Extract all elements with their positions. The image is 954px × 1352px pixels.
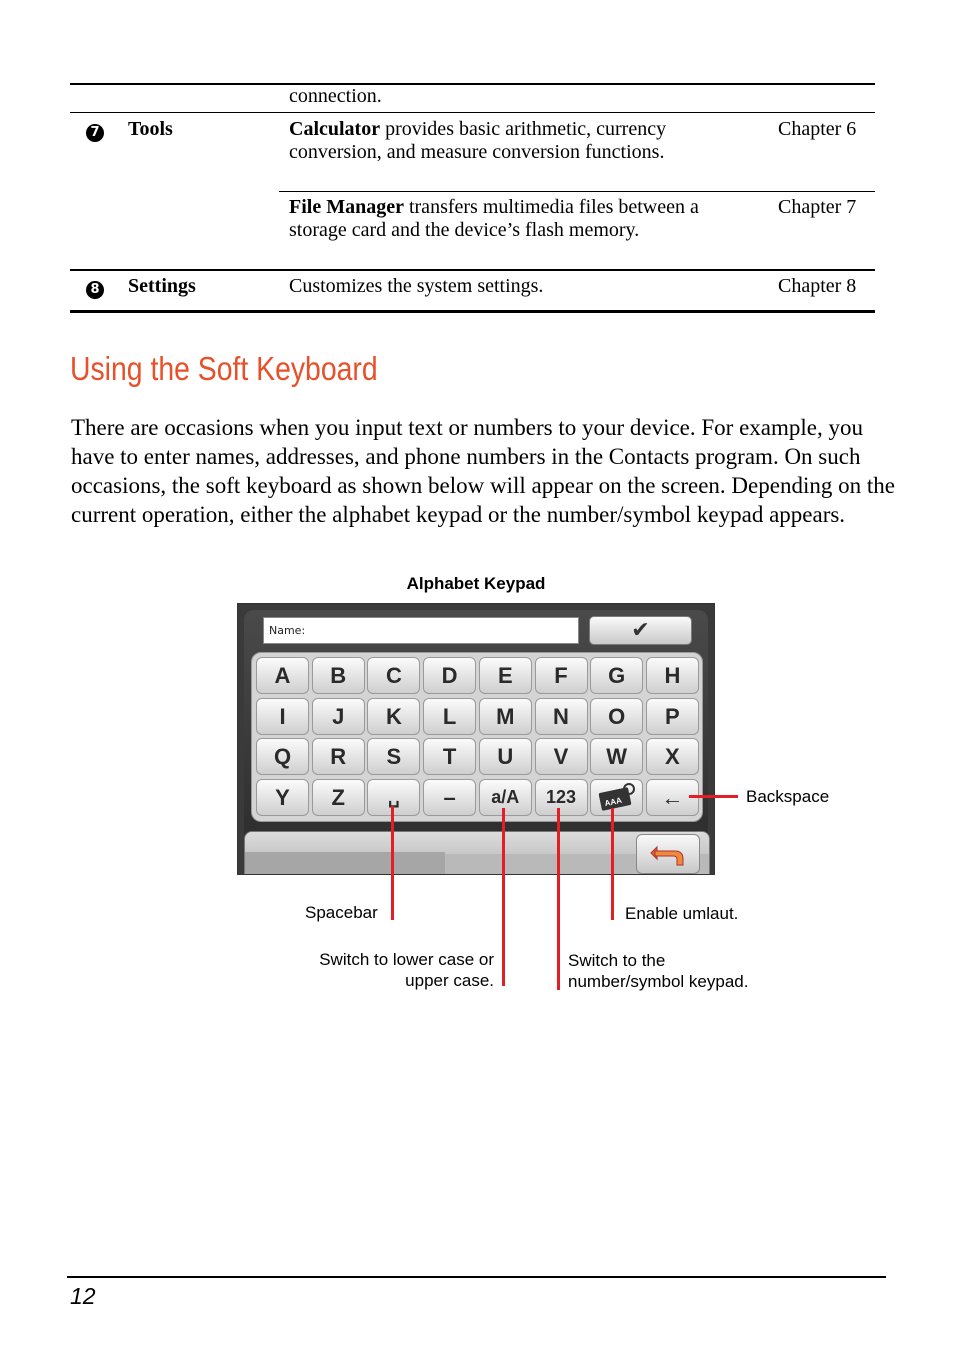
number-badge-8: 8 (86, 281, 104, 299)
calculator-term: Calculator (289, 118, 381, 140)
checkmark-icon: ✔ (631, 618, 650, 643)
key-g[interactable]: G (590, 657, 643, 694)
dash-key[interactable]: – (423, 779, 476, 816)
chapter-7: Chapter 7 (778, 196, 857, 218)
case-label-line2: upper case. (405, 971, 494, 990)
backspace-callout-line (689, 795, 738, 798)
case-label-line1: Switch to lower case or (319, 950, 494, 969)
feature-tools: Tools (128, 118, 173, 140)
calculator-description (289, 118, 729, 164)
feature-settings: Settings (128, 275, 196, 297)
name-input-field[interactable]: Name: (263, 617, 579, 644)
backspace-label: Backspace (746, 787, 830, 806)
sub-row-divider (279, 191, 875, 192)
key-n[interactable]: N (535, 698, 588, 735)
chapter-8: Chapter 8 (778, 275, 857, 297)
key-o[interactable]: O (590, 698, 643, 735)
spacebar-callout-line (391, 806, 394, 920)
key-z[interactable]: Z (312, 779, 365, 816)
umlaut-label: Enable umlaut. (625, 904, 739, 923)
file-manager-description (289, 196, 719, 242)
numsym-label-line2: number/symbol keypad. (568, 972, 749, 991)
key-i[interactable]: I (256, 698, 309, 735)
key-j[interactable]: J (312, 698, 365, 735)
row-divider (70, 269, 875, 271)
key-u[interactable]: U (479, 738, 532, 775)
continued-description: connection. (289, 85, 382, 107)
calculator-text: provides basic arithmetic, currency conversion, and measure conversion functions. (289, 118, 667, 163)
return-arrow-icon (637, 835, 699, 873)
number-symbol-key[interactable]: 123 (535, 779, 588, 816)
key-d[interactable]: D (423, 657, 476, 694)
key-x[interactable]: X (646, 738, 699, 775)
key-q[interactable]: Q (256, 738, 309, 775)
key-r[interactable]: R (312, 738, 365, 775)
spacebar-label: Spacebar (305, 903, 378, 922)
svg-text:AAA: AAA (603, 795, 623, 808)
footer-rule (67, 1276, 886, 1278)
table-bottom-rule (70, 310, 875, 313)
numsym-label (568, 950, 748, 992)
backspace-key[interactable]: ← (646, 779, 699, 816)
case-callout-line (502, 808, 505, 986)
case-toggle-key[interactable]: a/A (479, 779, 532, 816)
umlaut-icon (592, 780, 642, 814)
numsym-callout-line (557, 808, 560, 990)
ok-button[interactable] (589, 616, 692, 645)
key-t[interactable]: T (423, 738, 476, 775)
alphabet-keypad (251, 652, 703, 822)
key-c[interactable]: C (367, 657, 420, 694)
table-top-rule (70, 83, 875, 85)
key-h[interactable]: H (646, 657, 699, 694)
section-heading: Using the Soft Keyboard (70, 350, 378, 387)
body-paragraph: There are occasions when you input text or numbers to your device. For example, you have to enter names, addresses, and phone numbers in the Contacts program. On such occasions, the soft keyboard as shown below will appear on the screen. Depending on the current operation, either the alphabet keypad or the number/symbol keypad appears. (71, 415, 895, 527)
key-a[interactable]: A (256, 657, 309, 694)
key-y[interactable]: Y (256, 779, 309, 816)
case-label (300, 949, 494, 991)
key-e[interactable]: E (479, 657, 532, 694)
key-b[interactable]: B (312, 657, 365, 694)
file-manager-text: transfers multimedia files between a storage card and the device’s flash memory. (289, 196, 699, 241)
space-key[interactable]: ␣ (367, 779, 420, 816)
key-f[interactable]: F (535, 657, 588, 694)
numsym-label-line1: Switch to the (568, 951, 666, 970)
umlaut-callout-line (611, 808, 614, 920)
file-manager-term: File Manager (289, 196, 404, 218)
number-badge-7: 7 (86, 124, 104, 142)
back-button[interactable] (636, 834, 700, 874)
key-l[interactable]: L (423, 698, 476, 735)
chapter-6: Chapter 6 (778, 118, 857, 140)
key-p[interactable]: P (646, 698, 699, 735)
row-divider (70, 112, 875, 113)
key-s[interactable]: S (367, 738, 420, 775)
figure-title: Alphabet Keypad (406, 574, 546, 593)
key-w[interactable]: W (590, 738, 643, 775)
page-number: 12 (70, 1283, 96, 1309)
settings-description: Customizes the system settings. (289, 275, 544, 297)
keyboard-screenshot (237, 603, 715, 875)
key-m[interactable]: M (479, 698, 532, 735)
key-v[interactable]: V (535, 738, 588, 775)
key-k[interactable]: K (367, 698, 420, 735)
umlaut-key[interactable] (590, 779, 643, 816)
